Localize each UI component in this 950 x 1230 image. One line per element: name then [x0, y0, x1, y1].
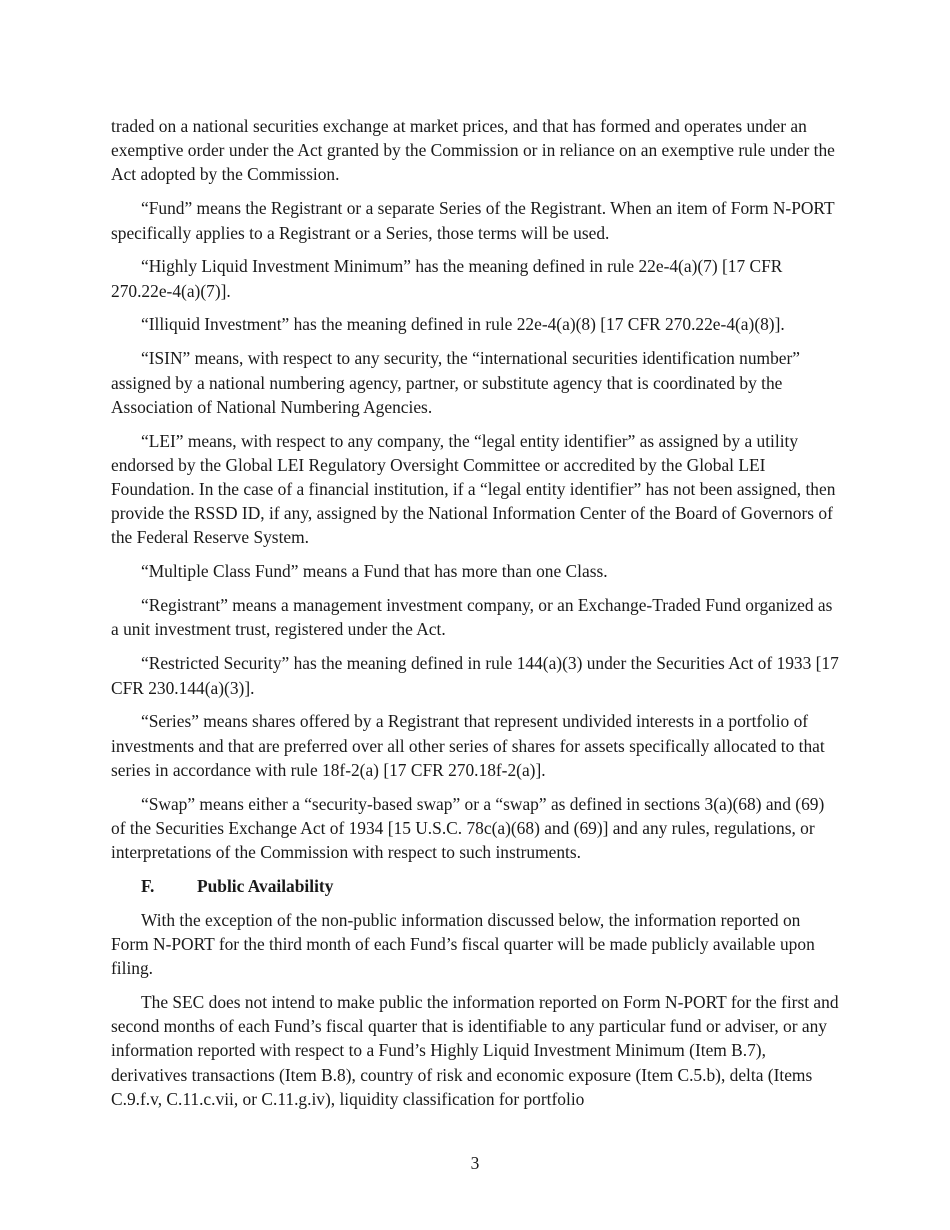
definition-series: “Series” means shares offered by a Registrant that represent undivided interests in a portfolio of investments and that are preferred over all other series of shares for assets specifically allocated to that series in accordance with rule 18f-2(a) [17 CFR 270.18f-2(a)]. — [111, 711, 825, 780]
public-availability-paragraph: With the exception of the non-public information discussed below, the information reported on Form N-PORT for the third month of each Fund’s fiscal quarter will be made publicly available upon filing. — [111, 909, 815, 979]
definition-swap: “Swap” means either a “security-based swap” or a “swap” as defined in sections 3(a)(68) and (69) of the Securities Exchange Act of 1934 [15 U.S.C. 78c(a)(68) and (69)] and any rules, regulations, or interpretations of the Commission with respect to such instruments. — [111, 793, 825, 863]
definition-fund: “Fund” means the Registrant or a separate Series of the Registrant. When an item of Form N-PORT specifically applies to a Registrant or a Series, those terms will be used. — [111, 198, 835, 243]
definition-isin: “ISIN” means, with respect to any security, the “international securities identification number” assigned by a national numbering agency, partner, or substitute agency that is coordinated by the Association of National Numbering Agencies. — [111, 348, 801, 417]
page-number: 3 — [470, 1153, 480, 1173]
definition-illiquid-investment: “Illiquid Investment” has the meaning defined in rule 22e-4(a)(8) [17 CFR 270.22e-4(a)(8)]. — [141, 314, 785, 335]
paragraph-continuation: traded on a national securities exchange at market prices, and that has formed and operates under an exemptive order under the Act granted by the Commission or in reliance on an exemptive rule under the Act adopted by the Commission. — [111, 116, 835, 185]
definition-multiple-class-fund: “Multiple Class Fund” means a Fund that has more than one Class. — [141, 561, 608, 582]
non-public-information-paragraph: The SEC does not intend to make public the information reported on Form N-PORT for the first and second months of each Fund’s fiscal quarter that is identifiable to any particular fund or adviser, or any information reported with respect to a Fund’s Highly Liquid Investment Minimum (Item B.7), derivatives transactions (Item B.8), country of risk and economic exposure (Item C.5.b), delta (Items C.9.f.v, C.11.c.vii, or C.11.g.iv), liquidity classification for portfolio — [111, 992, 839, 1109]
definition-lei: “LEI” means, with respect to any company, the “legal entity identifier” as assigned by a utility endorsed by the Global LEI Regulatory Oversight Committee or accredited by the Global LEI Foundation. In the case of a financial institution, if a “legal entity identifier” has not been assigned, then provide the RSSD ID, if any, assigned by the National Information Center of the Board of Governors of the Federal Reserve System. — [111, 430, 836, 548]
definition-highly-liquid-investment-minimum: “Highly Liquid Investment Minimum” has the meaning defined in rule 22e-4(a)(7) [17 CFR 270.22e-4(a)(7)]. — [111, 256, 783, 301]
definition-restricted-security: “Restricted Security” has the meaning defined in rule 144(a)(3) under the Securities Act of 1933 [17 CFR 230.144(a)(3)]. — [111, 653, 839, 698]
document-page — [111, 114, 841, 1121]
section-heading — [111, 874, 841, 898]
section-number: F. — [141, 876, 155, 897]
section-title: Public Availability — [197, 876, 334, 897]
definition-registrant: “Registrant” means a management investment company, or an Exchange-Traded Fund organized as a unit investment trust, registered under the Act. — [111, 595, 833, 640]
